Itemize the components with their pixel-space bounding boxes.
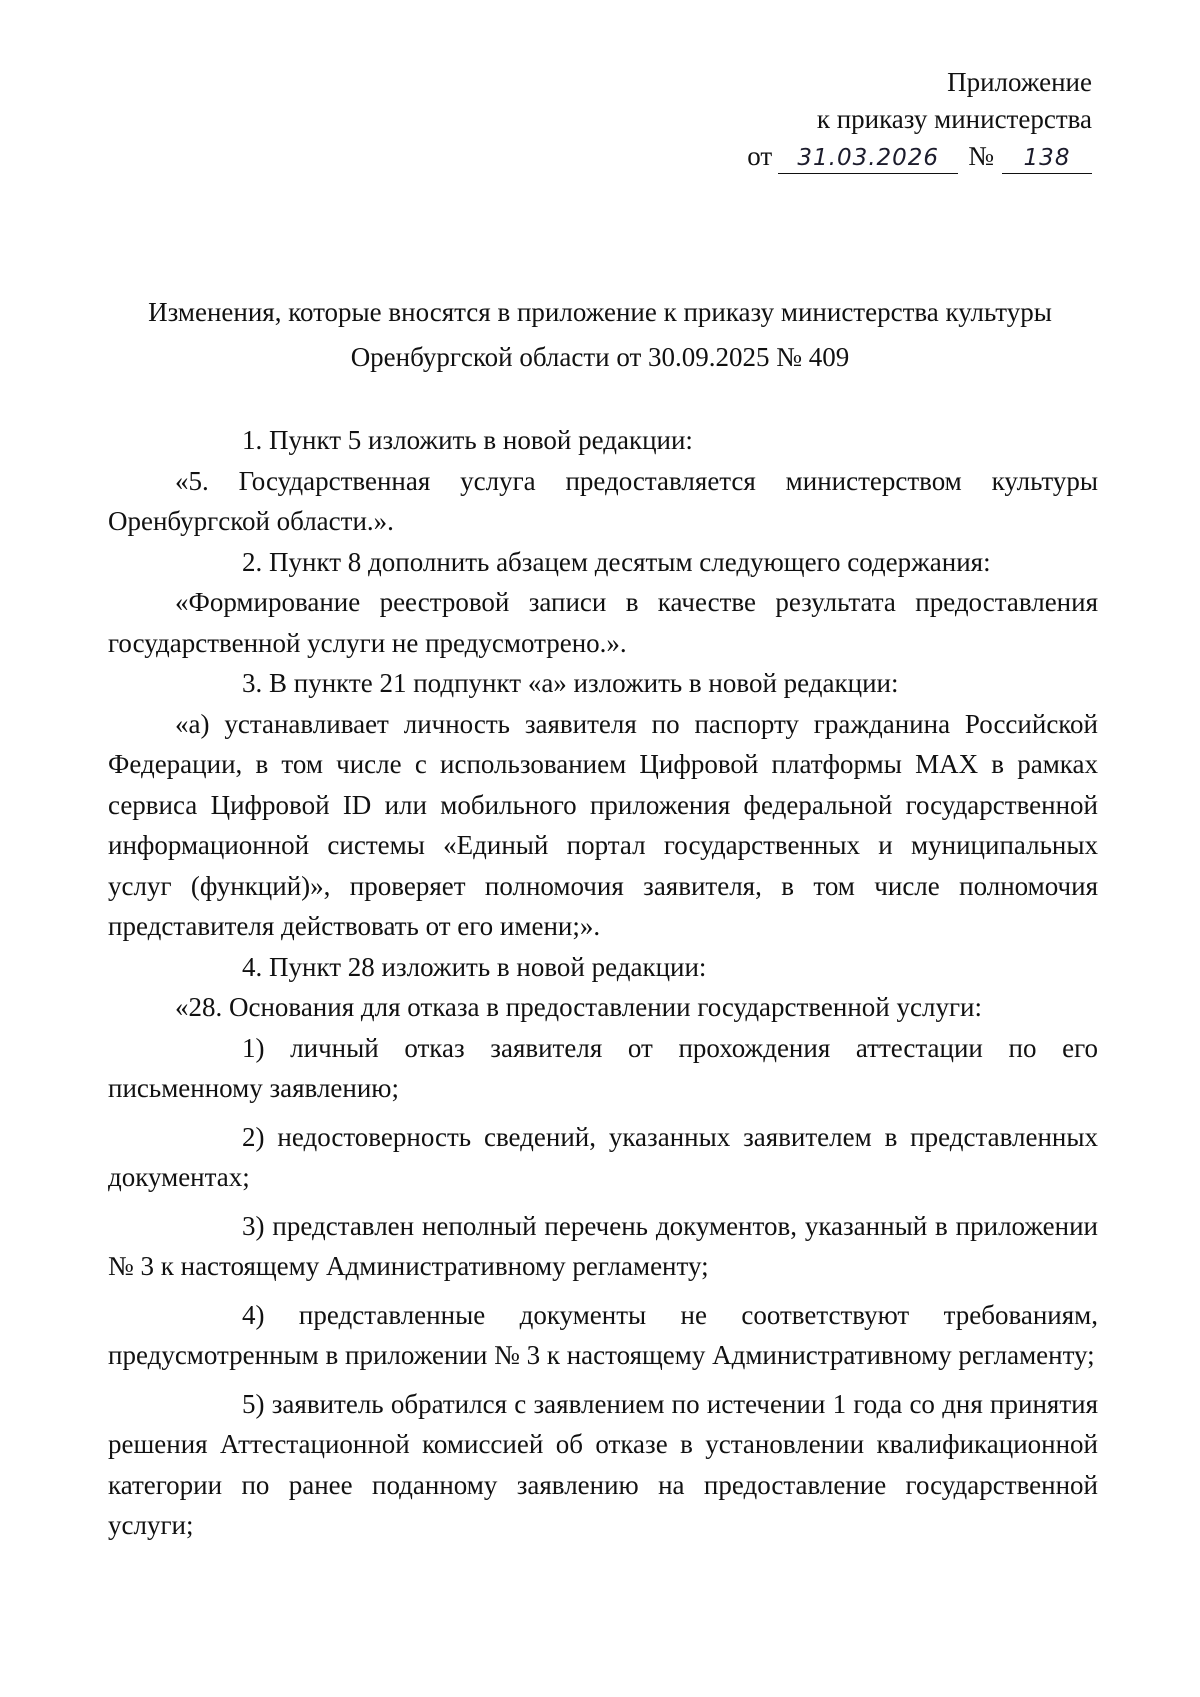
sub-item-text: заявитель обратился с заявлением по истечении 1 года со дня принятия решения Аттестационной комиссией об отказе в установлении квалификационной категории по ранее поданному заявлению на предоставление государственной услуги; — [108, 1388, 1098, 1540]
item-text: Пункт 8 дополнить абзацем десятым следующего содержания: — [269, 546, 991, 577]
item-number: 4. — [242, 951, 263, 982]
list-item — [108, 420, 1098, 461]
document-body — [108, 420, 1098, 1546]
sub-list-item — [108, 1384, 1098, 1546]
sub-list-item — [108, 1295, 1098, 1376]
sub-item-number: 5) — [242, 1388, 265, 1419]
item-text: «28. Основания для отказа в предоставлении государственной услуги: — [175, 992, 982, 1022]
handwritten-number: 138 — [1002, 143, 1092, 174]
item-text: Пункт 28 изложить в новой редакции: — [269, 951, 707, 982]
item-number: 3. — [242, 668, 263, 698]
sub-item-number: 2) — [242, 1121, 265, 1152]
handwritten-date: 31.03.2026 — [778, 143, 958, 174]
item-text: В пункте 21 подпункт «а» изложить в новой редакции: — [269, 668, 899, 698]
sub-item-text: недостоверность сведений, указанных заявителем в представленных документах; — [108, 1121, 1098, 1192]
sub-item-number: 4) — [242, 1299, 265, 1330]
sub-item-text: личный отказ заявителя от прохождения аттестации по его письменному заявлению; — [108, 1032, 1098, 1103]
sub-item-number: 1) — [242, 1032, 265, 1063]
list-item — [108, 542, 1098, 583]
paragraph — [108, 704, 1098, 947]
title-line-2: Оренбургской области от 30.09.2025 № 409 — [350, 342, 850, 372]
appendix-label: Приложение — [947, 67, 1092, 97]
sub-item-text: представлен неполный перечень документов, указанный в приложении № 3 к настоящему Административному регламенту; — [108, 1210, 1099, 1281]
document-title — [100, 290, 1100, 380]
item-number: 1. — [242, 425, 263, 455]
sub-list-item — [108, 1117, 1098, 1198]
sub-list-item — [108, 1206, 1098, 1287]
item-text: «а) устанавливает личность заявителя по паспорту гражданина Российской Федерации, в том числе с использованием Цифровой платформы MAX в рамках сервиса Цифровой ID или мобильного приложения федеральной государственной информационной системы «Единый портал государственных и муниципальных услуг (функций)», проверяет полномочия заявителя, в том числе полномочия представителя действовать от его имени;». — [108, 708, 1098, 941]
sub-item-number: 3) — [242, 1210, 265, 1241]
sub-item-text: представленные документы не соответствуют требованиям, предусмотренным в приложении № 3 к настоящему Административному регламенту; — [108, 1299, 1099, 1370]
paragraph — [108, 582, 1098, 663]
list-item — [108, 663, 1098, 704]
title-line-1: Изменения, которые вносятся в приложение к приказу министерства культуры — [148, 297, 1052, 327]
list-item — [108, 947, 1098, 988]
paragraph — [108, 987, 1098, 1028]
item-text: «Формирование реестровой записи в качестве результата предоставления государственной услуги не предусмотрено.». — [108, 587, 1098, 658]
number-label: № — [968, 141, 994, 171]
sub-list-item — [108, 1028, 1098, 1109]
appendix-header — [747, 64, 1092, 175]
item-text: Пункт 5 изложить в новой редакции: — [269, 425, 693, 455]
order-reference: к приказу министерства — [816, 104, 1092, 134]
paragraph — [108, 461, 1098, 542]
item-text: «5. Государственная услуга предоставляется министерством культуры Оренбургской области.». — [108, 465, 1098, 536]
order-date-number-line — [747, 138, 1092, 175]
from-label: от — [747, 141, 773, 171]
item-number: 2. — [242, 546, 263, 577]
